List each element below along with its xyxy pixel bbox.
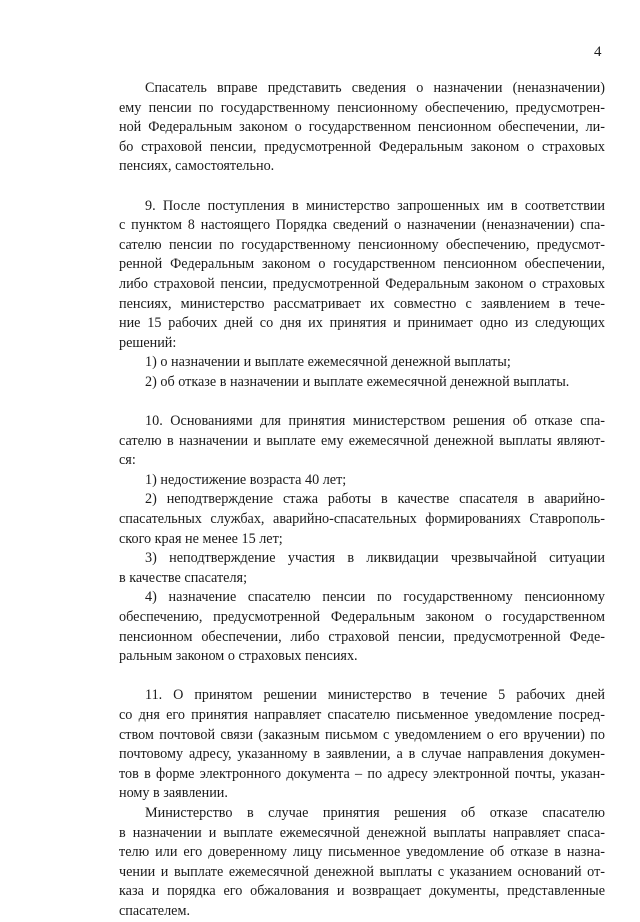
text-line: 2) об отказе в назначении и выплате ежемесячной денежной выплаты. bbox=[145, 373, 570, 390]
clause-9-item-1 bbox=[119, 353, 605, 373]
clause-9 bbox=[119, 197, 605, 354]
text-line: ского края не менее 15 лет; bbox=[119, 530, 283, 547]
text-line: в назначении и выплате ежемесячной денежной выплаты направляет спаса- bbox=[119, 824, 605, 841]
clause-10-item-3 bbox=[119, 549, 605, 588]
clause-10-item-4 bbox=[119, 588, 605, 666]
text-line: сателю в назначении и выплате ему ежемесячной денежной выплаты являют- bbox=[119, 432, 605, 449]
text-line: пенсионном обеспечении, либо страховой пенсии, предусмотренной Феде- bbox=[119, 628, 605, 645]
clause-9-item-2 bbox=[119, 373, 605, 393]
text-line: ной Федеральным законом о государственном пенсионном обеспечении, ли- bbox=[119, 119, 605, 136]
text-line: пенсиях, министерство рассматривает их совместно с заявлением в тече- bbox=[119, 295, 605, 312]
text-line: каза и порядка его обжалования и возвращает документы, представленные bbox=[119, 883, 605, 900]
text-line: сателю пенсии по государственному пенсионному обеспечению, предусмот- bbox=[119, 236, 605, 253]
text-line: 11. О принятом решении министерство в течение 5 рабочих дней bbox=[145, 687, 605, 704]
text-line: с пунктом 8 настоящего Порядка сведений о назначении (неназначении) спа- bbox=[119, 217, 605, 234]
text-line: тов в форме электронного документа – по адресу электронной почты, указан- bbox=[119, 765, 605, 782]
text-line: ному в заявлении. bbox=[119, 785, 228, 802]
paragraph-rescuer-right bbox=[119, 79, 605, 177]
clause-10-item-2 bbox=[119, 490, 605, 549]
text-line: ние 15 рабочих дней со дня их принятия и принимает одно из следующих bbox=[119, 315, 605, 332]
text-line: 4) назначение спасателю пенсии по государственному пенсионному bbox=[145, 589, 605, 606]
text-line: 3) неподтверждение участия в ликвидации чрезвычайной ситуации bbox=[145, 550, 605, 567]
text-line: Спасатель вправе представить сведения о назначении (неназначении) bbox=[145, 80, 605, 96]
text-line: ся: bbox=[119, 452, 136, 469]
text-line: Министерство в случае принятия решения об отказе спасателю bbox=[145, 804, 605, 821]
clause-10-item-1 bbox=[119, 471, 605, 491]
text-line: обеспечению, предусмотренной Федеральным законом о государственном bbox=[119, 609, 605, 626]
text-line: ренной Федеральным законом о государственном пенсионном обеспечении, bbox=[119, 256, 605, 273]
text-line: ему пенсии по государственному пенсионному обеспечению, предусмотрен- bbox=[119, 99, 605, 116]
text-line: 10. Основаниями для принятия министерством решения об отказе спа- bbox=[145, 413, 605, 430]
text-line: решений: bbox=[119, 334, 177, 351]
page-number: 4 bbox=[594, 44, 602, 60]
clause-10 bbox=[119, 412, 605, 471]
text-line: 2) неподтверждение стажа работы в качестве спасателя в аварийно- bbox=[145, 491, 605, 508]
text-line: бо страховой пенсии, предусмотренной Федеральным законом о страховых bbox=[119, 138, 605, 155]
document-body bbox=[119, 79, 605, 922]
text-line: 1) о назначении и выплате ежемесячной денежной выплаты; bbox=[145, 354, 511, 371]
text-line: в качестве спасателя; bbox=[119, 569, 248, 586]
text-line: спасательных службах, аварийно-спасательных формированиях Ставрополь- bbox=[119, 511, 605, 528]
text-line: чении и выплате ежемесячной денежной выплаты с указанием оснований от- bbox=[119, 863, 605, 880]
text-line: ством почтовой связи (заказным письмом с уведомлением о его вручении) по bbox=[119, 726, 605, 743]
text-line: со дня его принятия направляет спасателю письменное уведомление посред- bbox=[119, 707, 605, 723]
text-line: пенсиях, самостоятельно. bbox=[119, 158, 275, 175]
text-line: 9. После поступления в министерство запрошенных им в соответствии bbox=[145, 197, 605, 214]
text-line: либо страховой пенсии, предусмотренной Федеральным законом о страховых bbox=[119, 275, 605, 292]
text-line: ральным законом о страховых пенсиях. bbox=[119, 648, 358, 665]
clause-11-refusal-notice bbox=[119, 804, 605, 922]
text-line: почтовому адресу, указанному в заявлении, а в случае направления докумен- bbox=[119, 746, 605, 763]
text-line: телю или его доверенному лицу письменное уведомление об отказе в назна- bbox=[119, 844, 605, 861]
text-line: спасателем. bbox=[119, 902, 190, 919]
text-line: 1) недостижение возраста 40 лет; bbox=[145, 471, 347, 488]
clause-11 bbox=[119, 686, 605, 804]
